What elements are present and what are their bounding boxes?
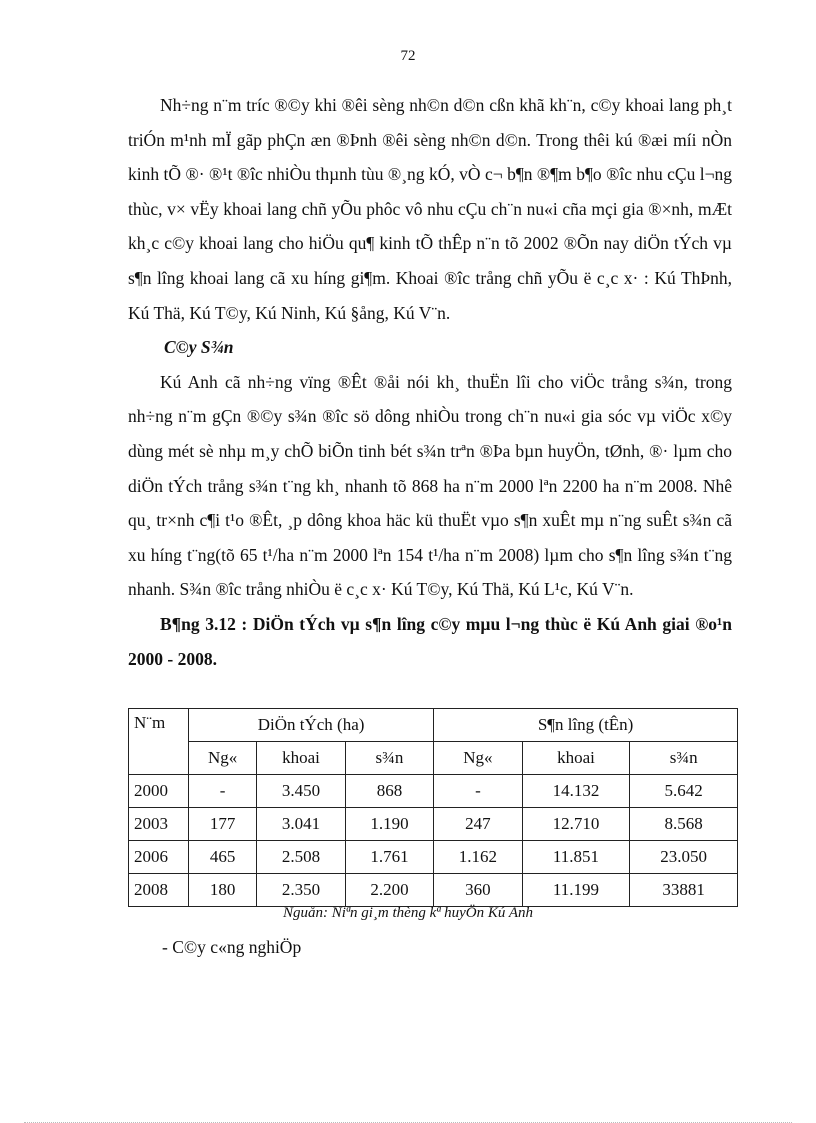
subheader-output-corn: Ng« <box>434 742 522 775</box>
cell-area-cassava: 2.200 <box>345 874 433 907</box>
cell-area-potato: 2.508 <box>257 841 345 874</box>
subheader-output-potato: khoai <box>522 742 630 775</box>
subheader-area-corn: Ng« <box>189 742 257 775</box>
cell-area-corn: 177 <box>189 808 257 841</box>
table-source: Nguån: Niªn gi¸m thèng kª huyÖn Kú Anh <box>282 905 534 921</box>
cell-output-cassava: 8.568 <box>630 808 738 841</box>
cell-area-corn: 180 <box>189 874 257 907</box>
cell-output-cassava: 5.642 <box>630 775 738 808</box>
header-year: N¨m <box>129 709 189 775</box>
subheader-output-cassava: s¾n <box>630 742 738 775</box>
subheader-area-potato: khoai <box>257 742 345 775</box>
paragraph-sweet-potato: Nh÷ng n¨m tríc ®©y khi ®êi sèng nh©n d©n cßn khã kh¨n, c©y khoai lang ph¸t triÓn m¹nh mÏ gãp phÇn æn ®Þnh ®êi sèng nh©n d©n. Trong thêi kú ®æi míi nÒn kinh tÕ ®· ®¹t ®îc nhiÒu thµnh tùu ®¸ng kÓ, vÒ c¬ b¶n ®¶m b¶o ®îc nhu cÇu l¬ng thùc, v× vËy khoai lang chñ yÕu phôc vô nhu cÇu ch¨n nu«i cña mçi gia ®×nh, mÆt kh¸c c©y khoai lang cho hiÖu qu¶ kinh tÕ thÊp n¨n tõ 2002 ®Õn nay diÖn tÝch vµ s¶n lîng khoai lang cã xu híng gi¶m. Khoai ®îc trång chñ yÕu ë c¸c x· : Kú ThÞnh, Kú Thä, Kú T©y, Kú Ninh, Kú §ång, Kú V¨n. <box>128 95 732 323</box>
cell-output-potato: 11.851 <box>522 841 630 874</box>
body-text <box>128 88 732 676</box>
cell-year: 2008 <box>129 874 189 907</box>
table-row <box>129 775 738 808</box>
paragraph-cassava: Kú Anh cã nh÷ng vïng ®Êt ®åi nói kh¸ thuËn lîi cho viÖc trång s¾n, trong nh÷ng n¨m gÇn ®©y s¾n ®îc sö dông nhiÒu trong ch¨n nu«i gia sóc vµ viÖc x©y dùng mét sè nhµ m¸y chÕ biÕn tinh bét s¾n trªn ®Þa bµn huyÖn, tØnh, ®· lµm cho diÖn tÝch trång s¾n t¨ng kh¸ nhanh tõ 868 ha n¨m 2000 lªn 2200 ha n¨m 2008. Nhê qu¸ tr×nh c¶i t¹o ®Êt, ¸p dông khoa häc kü thuËt vµo s¶n xuÊt mµ n¨ng suÊt s¾n cã xu híng t¨ng(tõ 65 t¹/ha n¨m 2000 lªn 154 t¹/ha n¨m 2008) lµm cho s¶n lîng s¾n t¨ng nhanh. S¾n ®îc trång nhiÒu ë c¸c x· Kú T©y, Kú Thä, Kú L¹c, Kú V¨n. <box>128 371 732 600</box>
cell-output-cassava: 33881 <box>630 874 738 907</box>
cell-output-corn: 1.162 <box>434 841 522 874</box>
cell-area-cassava: 868 <box>345 775 433 808</box>
header-output: S¶n lîng (tÊn) <box>434 709 738 742</box>
table-subheader-row <box>129 742 738 775</box>
table-row <box>129 841 738 874</box>
cell-output-potato: 11.199 <box>522 874 630 907</box>
table-row <box>129 808 738 841</box>
cell-year: 2000 <box>129 775 189 808</box>
section-heading-cassava: C©y S¾n <box>164 337 234 358</box>
page-number: 72 <box>400 48 416 64</box>
cell-area-cassava: 1.761 <box>345 841 433 874</box>
cell-area-cassava: 1.190 <box>345 808 433 841</box>
subheading-industrial-crops: - C©y c«ng nghiÖp <box>162 937 302 957</box>
cell-output-corn: - <box>434 775 522 808</box>
cell-area-potato: 2.350 <box>257 874 345 907</box>
cell-area-potato: 3.041 <box>257 808 345 841</box>
cell-output-potato: 14.132 <box>522 775 630 808</box>
subheader-area-cassava: s¾n <box>345 742 433 775</box>
cell-year: 2003 <box>129 808 189 841</box>
cell-output-potato: 12.710 <box>522 808 630 841</box>
cell-output-corn: 360 <box>434 874 522 907</box>
cell-area-corn: 465 <box>189 841 257 874</box>
cell-year: 2006 <box>129 841 189 874</box>
header-area: DiÖn tÝch (ha) <box>189 709 434 742</box>
cell-output-corn: 247 <box>434 808 522 841</box>
crop-data-table <box>128 708 738 907</box>
cell-output-cassava: 23.050 <box>630 841 738 874</box>
table-header-row <box>129 709 738 742</box>
table-caption: B¶ng 3.12 : DiÖn tÝch vµ s¶n lîng c©y mµu l¬ng thùc ë Kú Anh giai ®o¹n 2000 - 2008. <box>128 613 732 669</box>
cell-area-corn: - <box>189 775 257 808</box>
cell-area-potato: 3.450 <box>257 775 345 808</box>
table-row <box>129 874 738 907</box>
